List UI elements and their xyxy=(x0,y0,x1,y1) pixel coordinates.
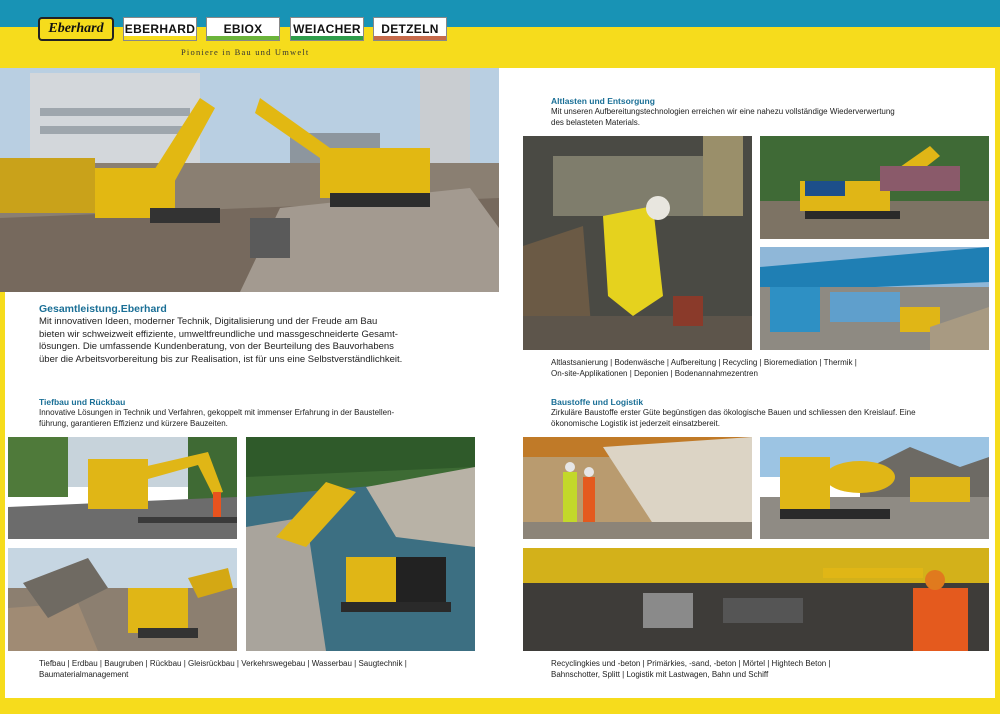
caption-line: Tiefbau | Erdbau | Baugruben | Rückbau | Gleisrückbau | Verkehrswegebau | Wasserbau | Saugtechnik | xyxy=(39,659,407,668)
photo-concrete-workers xyxy=(523,437,752,539)
right-yellow-strip xyxy=(995,68,1000,698)
section-text-tiefbau xyxy=(39,407,394,429)
section-text-altlasten xyxy=(551,106,895,128)
section-heading-altlasten: Altlasten und Entsorgung xyxy=(551,96,655,106)
section-text-line: Zirkuläre Baustoffe erster Güte begünstigen das ökologische Bauen und schliessen den Kreislauf. Eine xyxy=(551,408,916,417)
photo-treatment-plant xyxy=(760,247,989,350)
section-text-line: führung, garantieren Effizienz und kürzere Bauzeiten. xyxy=(39,419,228,428)
main-text xyxy=(39,316,402,366)
caption-tiefbau xyxy=(39,658,407,680)
main-text-line: lösungen. Die umfassende Kundenberatung, von der Beurteilung des Bauvorhabens xyxy=(39,341,394,352)
bottom-yellow-bar xyxy=(0,698,1000,714)
caption-line: On-site-Applikationen | Deponien | Bodenannahmezentren xyxy=(551,369,758,378)
main-heading: Gesamtleistung.Eberhard xyxy=(39,303,167,315)
brand-stripe xyxy=(374,36,446,40)
section-text-line: ökonomische Logistik ist jederzeit einsatzbereit. xyxy=(551,419,720,428)
photo-demolition-excavator xyxy=(8,548,237,651)
brand-label: WEIACHER xyxy=(293,22,361,36)
photo-hazmat-worker xyxy=(523,136,752,350)
brand-detzeln xyxy=(373,17,447,41)
brand-label: DETZELN xyxy=(381,22,439,36)
section-text-baustoffe xyxy=(551,407,916,429)
brand-stripe xyxy=(207,36,279,40)
eberhard-logo: Eberhard xyxy=(38,17,114,41)
brand-weiacher xyxy=(290,17,364,41)
caption-baustoffe xyxy=(551,658,831,680)
brand-stripe xyxy=(124,36,196,40)
main-text-line: Mit innovativen Ideen, moderner Technik, Digitalisierung und der Freude am Bau xyxy=(39,316,378,327)
section-text-line: Mit unseren Aufbereitungstechnologien erreichen wir eine nahezu vollständige Wiederverwertung xyxy=(551,107,895,116)
photo-excavator-river xyxy=(246,437,475,651)
brand-eberhard xyxy=(123,17,197,41)
brand-label: EBERHARD xyxy=(124,22,196,36)
section-text-line: Innovative Lösungen in Technik und Verfahren, gekoppelt mit immenser Erfahrung in der Baustellen- xyxy=(39,408,395,417)
photo-mixer-trucks xyxy=(760,437,989,539)
photo-excavator-forest xyxy=(760,136,989,239)
photo-railway-wagon-worker xyxy=(523,548,989,651)
tagline: Pioniere in Bau und Umwelt xyxy=(181,47,310,57)
photo-excavators-demolition xyxy=(0,68,499,292)
brand-label: EBIOX xyxy=(223,22,263,36)
caption-line: Recyclingkies und -beton | Primärkies, -sand, -beton | Mörtel | Hightech Beton | xyxy=(551,659,831,668)
caption-altlasten xyxy=(551,357,857,379)
section-text-line: des belasteten Materials. xyxy=(551,118,640,127)
main-text-line: bieten wir schweizweit effiziente, umweltfreundliche und massgeschneiderte Gesamt- xyxy=(39,328,398,340)
section-heading-baustoffe: Baustoffe und Logistik xyxy=(551,397,644,407)
brand-ebiox xyxy=(206,17,280,41)
brand-stripe xyxy=(291,36,363,40)
caption-line: Altlastsanierung | Bodenwäsche | Aufbereitung | Recycling | Bioremediation | Thermik | xyxy=(551,358,857,367)
caption-line: Bahnschotter, Splitt | Logistik mit Lastwagen, Bahn und Schiff xyxy=(551,670,769,679)
photo-track-excavator xyxy=(8,437,237,539)
main-text-line: über die Arbeitsvorbereitung bis zur Realisation, ist für uns eine Selbstverständlichkeit. xyxy=(39,353,403,365)
caption-line: Baumaterialmanagement xyxy=(39,670,129,679)
section-heading-tiefbau: Tiefbau und Rückbau xyxy=(39,397,126,407)
